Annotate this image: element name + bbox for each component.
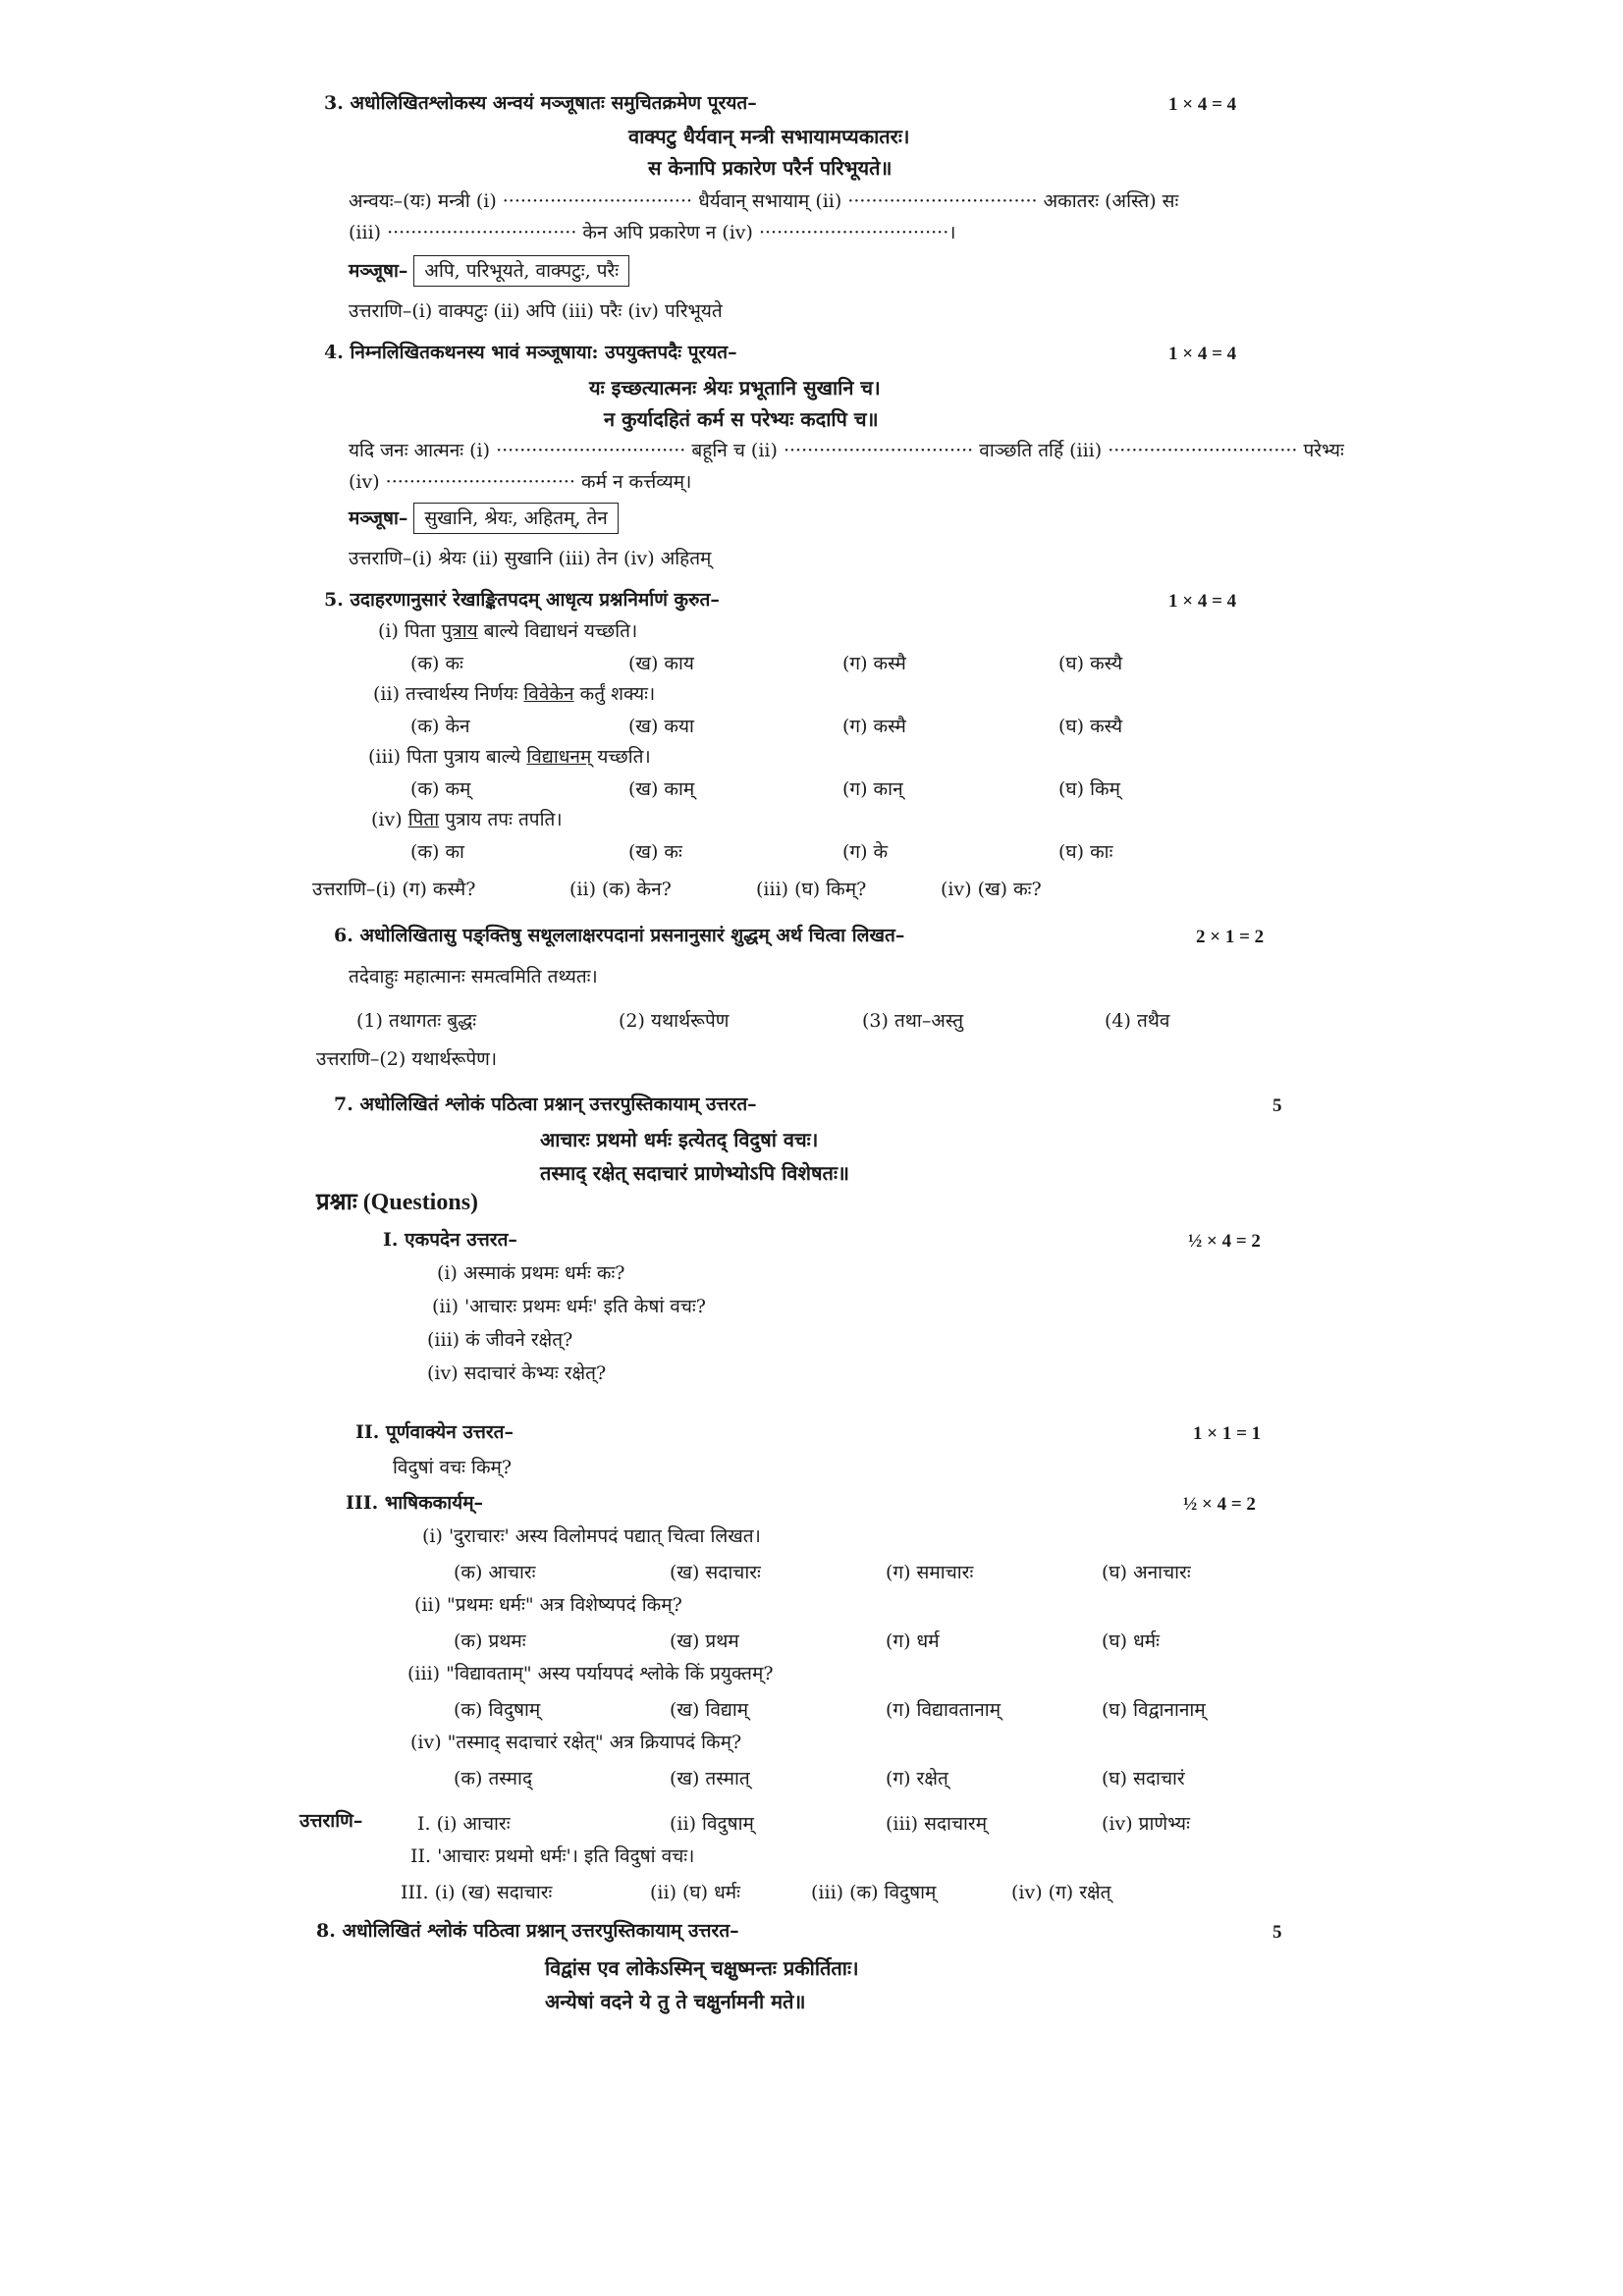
q7-part-3-marks: ½ × 4 = 2 [1183, 1494, 1256, 1515]
q5-item-4-post: पुत्राय तपः तपति। [439, 809, 563, 830]
q5-item-1-option-ka: (क) कः [410, 653, 463, 674]
q7-answer-1-iv: (iv) प्राणेभ्यः [1102, 1813, 1190, 1835]
q3-answers: उत्तराणि–(i) वाक्पटुः (ii) अपि (iii) परैः (iv) परिभूयते [349, 300, 723, 322]
q3-marks: 1 × 4 = 4 [1168, 94, 1237, 115]
q7-part-3-item-4: (iv) "तस्माद् सदाचारं रक्षेत्" अत्र क्रियापदं किम्? [410, 1732, 742, 1753]
q7-part-3-item-2-option-gha: (घ) धर्मः [1102, 1630, 1160, 1652]
q7-part-3-item-2-option-kha: (ख) प्रथम [670, 1630, 739, 1652]
q4-answers: उत्तराणि–(i) श्रेयः (ii) सुखानि (iii) तेन (iv) अहितम् [349, 548, 712, 569]
q7-part-3-item-3-option-kha: (ख) विद्याम् [670, 1699, 749, 1721]
q7-answer-3-i: III. (i) (ख) सदाचारः [401, 1882, 553, 1903]
q5-item-2-option-kha: (ख) कया [628, 716, 694, 737]
q3-verse-line-1: वाक्पटु धैर्यवान् मन्त्री सभायामप्यकातरः। [628, 125, 910, 148]
q6-sentence: तदेवाहुः महात्मानः समत्वमिति तथ्यतः। [349, 966, 598, 988]
q3-manjusha [349, 255, 629, 287]
q5-item-4 [371, 807, 563, 832]
q5-item-2-option-ka: (क) केन [410, 716, 470, 737]
q3-anvaya-line-2: (iii) ································ केन अपि प्रकारेण न (iv) ································। [349, 222, 956, 243]
q3-manjusha-box: अपि, परिभूयते, वाक्पटुः, परैः [413, 255, 629, 287]
q7-part-2-marks: 1 × 1 = 1 [1193, 1423, 1262, 1444]
q7-part-3-item-2-option-ka: (क) प्रथमः [454, 1630, 526, 1652]
q7-answer-2: II. 'आचारः प्रथमो धर्मः'। इति विदुषां वचः। [410, 1845, 695, 1867]
q7-part-3-item-1-option-ga: (ग) समाचारः [886, 1562, 974, 1583]
q7-answer-3-iii: (iii) (क) विदुषाम् [811, 1882, 937, 1903]
q3-verse-line-2: स केनापि प्रकारेण परैर्न परिभूयते॥ [648, 156, 893, 180]
q5-item-3 [368, 744, 651, 770]
q5-answer-1: उत्तराणि–(i) (ग) कस्मै? [312, 879, 476, 900]
q5-marks: 1 × 4 = 4 [1168, 591, 1237, 612]
q4-manjusha [349, 503, 619, 534]
q6-option-3: (3) तथा–अस्तु [862, 1010, 964, 1032]
q7-part-3-item-4-option-gha: (घ) सदाचारं [1102, 1768, 1185, 1789]
q3-anvaya-line-1: अन्वयः–(यः) मन्त्री (i) ································ धैर्यवान् सभायाम् (ii) ································ अकातरः (अस्ति) सः [349, 190, 1179, 212]
q8-marks: 5 [1272, 1922, 1282, 1943]
q4-heading: 4. निम्नलिखितकथनस्य भावं मञ्जूषाया: उपयुक्तपदैः पूरयत– [324, 342, 737, 363]
q4-verse-line-1: यः इच्छत्यात्मनः श्रेयः प्रभूतानि सुखानि च। [589, 376, 881, 400]
q7-part-2-item: विदुषां वचः किम्? [393, 1457, 513, 1478]
q7-part-3-item-3-option-gha: (घ) विद्वानानाम् [1102, 1699, 1206, 1721]
q7-verse-line-2: तस्माद् रक्षेत् सदाचारं प्राणेभ्योऽपि विशेषतः॥ [540, 1161, 849, 1185]
q7-part-3-item-1-option-gha: (घ) अनाचारः [1102, 1562, 1191, 1583]
q7-part-3-item-1: (i) 'दुराचारः' अस्य विलोमपदं पद्यात् चित्वा लिखत। [422, 1525, 761, 1547]
q7-part-1-item-1: (i) अस्माकं प्रथमः धर्मः कः? [437, 1262, 625, 1284]
q6-option-2: (2) यथार्थरूपेण [619, 1010, 730, 1032]
q5-item-2 [373, 681, 655, 707]
q7-part-3-heading: III. भाषिककार्यम्– [346, 1492, 484, 1514]
q6-option-4: (4) तथैव [1105, 1010, 1170, 1032]
q7-marks: 5 [1272, 1095, 1282, 1116]
q7-part-3-item-4-option-kha: (ख) तस्मात् [670, 1768, 750, 1789]
q5-item-1-underlined: पुत्राय [441, 620, 478, 642]
q3-heading: 3. अधोलिखितश्लोकस्य अन्वयं मञ्जूषातः समुचितक्रमेण पूरयत– [324, 92, 757, 114]
q7-part-3-item-3-option-ga: (ग) विद्यावतानाम् [886, 1699, 1001, 1721]
q7-verse-line-1: आचारः प्रथमो धर्मः इत्येतद् विदुषां वचः। [540, 1128, 819, 1151]
q5-item-3-post: यच्छति। [591, 746, 651, 768]
q5-item-1 [378, 618, 637, 644]
q7-questions-label [316, 1190, 478, 1216]
q7-part-3-item-1-option-kha: (ख) सदाचारः [670, 1562, 761, 1583]
q6-marks: 2 × 1 = 2 [1196, 927, 1265, 947]
q7-answer-1-i: I. (i) आचारः [417, 1813, 511, 1835]
q5-item-3-option-kha: (ख) काम् [628, 778, 695, 800]
q7-answer-3-iv: (iv) (ग) रक्षेत् [1011, 1882, 1111, 1903]
q5-item-1-pre: (i) पिता [378, 620, 442, 642]
q8-verse-line-1: विद्वांस एव लोकेऽस्मिन् चक्षुष्मन्तः प्रकीर्तिताः। [545, 1956, 859, 1980]
q6-heading: 6. अधोलिखितासु पङ्क्तिषु सथूललाक्षरपदानां प्रसनानुसारं शुद्धम् अर्थ चित्वा लिखत– [334, 925, 905, 946]
q7-part-1-item-4: (iv) सदाचारं केभ्यः रक्षेत्? [427, 1362, 607, 1384]
q5-item-1-option-kha: (ख) काय [628, 653, 694, 674]
q7-part-3-item-2: (ii) "प्रथमः धर्मः" अत्र विशेष्यपदं किम्? [414, 1594, 682, 1616]
q7-answers-label: उत्तराणि– [299, 1810, 363, 1832]
q5-item-1-post: बाल्ये विद्याधनं यच्छति। [477, 620, 638, 642]
q7-part-1-heading: I. एकपदेन उत्तरत– [383, 1229, 517, 1251]
q7-part-3-item-3: (iii) "विद्यावताम्" अस्य पर्यायपदं श्लोके किं प्रयुक्तम्? [407, 1663, 774, 1684]
q7-part-3-item-2-option-ga: (ग) धर्म [886, 1630, 940, 1652]
q5-item-3-option-ga: (ग) कान् [842, 778, 903, 800]
q5-answer-4: (iv) (ख) कः? [941, 879, 1042, 900]
q5-answer-2: (ii) (क) केन? [569, 879, 672, 900]
q5-item-3-option-ka: (क) कम् [410, 778, 471, 800]
q5-item-2-pre: (ii) तत्त्वार्थस्य निर्णयः [373, 683, 524, 705]
q5-item-2-post: कर्तुं शक्यः। [573, 683, 656, 705]
q8-heading: 8. अधोलिखितं श्लोकं पठित्वा प्रश्नान् उत्तरपुस्तिकायाम् उत्तरत– [316, 1920, 739, 1942]
q5-item-4-option-gha: (घ) काः [1058, 841, 1113, 863]
q7-answer-3-ii: (ii) (घ) धर्मः [650, 1882, 740, 1903]
q7-part-1-item-2: (ii) 'आचारः प्रथमः धर्मः' इति केषां वचः? [432, 1296, 706, 1317]
q5-item-2-underlined: विवेकेन [523, 683, 574, 705]
q6-answers: उत्तराणि–(2) यथार्थरूपेण। [316, 1048, 498, 1070]
q5-item-1-option-gha: (घ) कस्यै [1058, 653, 1123, 674]
q7-heading: 7. अधोलिखितं श्लोकं पठित्वा प्रश्नान् उत्तरपुस्तिकायाम् उत्तरत– [334, 1094, 757, 1115]
q7-part-3-item-1-option-ka: (क) आचारः [454, 1562, 536, 1583]
q5-item-4-underlined: पिता [407, 809, 440, 830]
q7-questions-label-text: प्रश्नाः (Questions) [316, 1190, 479, 1215]
q5-item-1-option-ga: (ग) कस्मै [842, 653, 906, 674]
q7-part-1-item-3: (iii) कं जीवने रक्षेत्? [427, 1329, 573, 1351]
q4-verse-line-2: न कुर्यादहितं कर्म स परेभ्यः कदापि च॥ [604, 407, 879, 431]
q7-part-1-marks: ½ × 4 = 2 [1188, 1231, 1261, 1252]
q5-heading: 5. उदाहरणानुसारं रेखाङ्कितपदम् आधृत्य प्रश्ननिर्माणं कुरुत– [324, 589, 720, 611]
q5-item-2-option-gha: (घ) कस्यै [1058, 716, 1123, 737]
q4-marks: 1 × 4 = 4 [1168, 344, 1237, 364]
q6-option-1: (1) तथागतः बुद्धः [356, 1010, 477, 1032]
q7-part-3-item-4-option-ga: (ग) रक्षेत् [886, 1768, 948, 1789]
q4-line-1: यदि जनः आत्मनः (i) ································ बहूनि च (ii) ································ वाञ्छति तर्हि (iii) ································ परेभ्यः [349, 440, 1344, 461]
q5-item-3-underlined: विद्याधनम् [526, 746, 592, 768]
q5-item-4-option-kha: (ख) कः [628, 841, 682, 863]
q5-item-4-option-ka: (क) का [410, 841, 464, 863]
q5-answer-3: (iii) (घ) किम्? [756, 879, 867, 900]
q7-answer-1-ii: (ii) विदुषाम् [670, 1813, 754, 1835]
q3-manjusha-label: मञ्जूषा– [349, 260, 408, 282]
q5-item-3-pre: (iii) पिता पुत्राय बाल्ये [368, 746, 527, 768]
q5-item-2-option-ga: (ग) कस्मै [842, 716, 906, 737]
q8-verse-line-2: अन्येषां वदने ये तु ते चक्षुर्नामनी मते॥ [545, 1990, 806, 2013]
q5-item-4-option-ga: (ग) के [842, 841, 889, 863]
q4-line-2: (iv) ································ कर्म न कर्त्तव्यम्। [349, 471, 692, 493]
q7-answer-1-iii: (iii) सदाचारम् [886, 1813, 988, 1835]
q5-item-4-pre: (iv) [371, 809, 408, 830]
q4-manjusha-label: मञ्जूषा– [349, 507, 408, 529]
q7-part-3-item-4-option-ka: (क) तस्माद् [454, 1768, 533, 1789]
q7-part-3-item-3-option-ka: (क) विदुषाम् [454, 1699, 541, 1721]
q7-part-2-heading: II. पूर्णवाक्येन उत्तरत– [355, 1421, 514, 1443]
q5-item-3-option-gha: (घ) किम् [1058, 778, 1120, 800]
q4-manjusha-box: सुखानि, श्रेयः, अहितम्, तेन [413, 503, 618, 534]
